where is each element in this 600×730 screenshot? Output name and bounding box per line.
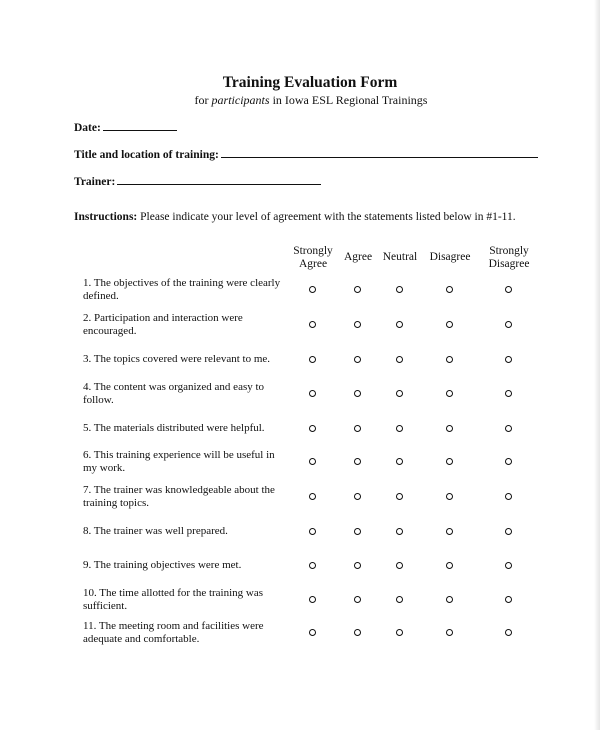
radio-q6-strongly-disagree[interactable]	[505, 458, 512, 465]
statement-8: 8. The trainer was well prepared.	[83, 525, 228, 537]
column-header-strongly-agree: Strongly Agree	[293, 244, 333, 270]
radio-q3-agree[interactable]	[354, 356, 361, 363]
radio-q1-strongly-disagree[interactable]	[505, 286, 512, 293]
radio-q3-strongly-disagree[interactable]	[505, 356, 512, 363]
radio-q1-strongly-agree[interactable]	[309, 286, 316, 293]
title-location-input-line[interactable]	[221, 147, 538, 158]
radio-q3-strongly-agree[interactable]	[309, 356, 316, 363]
radio-q4-disagree[interactable]	[446, 390, 453, 397]
radio-q2-disagree[interactable]	[446, 321, 453, 328]
radio-q7-strongly-agree[interactable]	[309, 493, 316, 500]
subtitle-prefix: for	[194, 93, 212, 107]
column-header-disagree: Disagree	[429, 251, 471, 264]
date-input-line[interactable]	[103, 120, 177, 131]
column-header-neutral: Neutral	[382, 251, 418, 264]
radio-q7-agree[interactable]	[354, 493, 361, 500]
radio-q7-disagree[interactable]	[446, 493, 453, 500]
radio-q9-disagree[interactable]	[446, 562, 453, 569]
instructions	[74, 211, 516, 223]
instructions-text: Please indicate your level of agreement with the statements listed below in #1-11.	[137, 211, 516, 223]
statement-9: 9. The training objectives were met.	[83, 559, 242, 571]
radio-q6-disagree[interactable]	[446, 458, 453, 465]
radio-q1-neutral[interactable]	[396, 286, 403, 293]
statement-4: 4. The content was organized and easy to follow.	[83, 380, 265, 406]
radio-q2-strongly-agree[interactable]	[309, 321, 316, 328]
subtitle-participants: participants	[211, 93, 270, 107]
radio-q1-agree[interactable]	[354, 286, 361, 293]
radio-q6-agree[interactable]	[354, 458, 361, 465]
radio-q9-neutral[interactable]	[396, 562, 403, 569]
radio-q9-strongly-disagree[interactable]	[505, 562, 512, 569]
radio-q1-disagree[interactable]	[446, 286, 453, 293]
radio-q5-strongly-disagree[interactable]	[505, 425, 512, 432]
radio-q10-strongly-disagree[interactable]	[505, 596, 512, 603]
radio-q7-neutral[interactable]	[396, 493, 403, 500]
statement-1: 1. The objectives of the training were clearly defined.	[83, 276, 281, 302]
radio-q4-agree[interactable]	[354, 390, 361, 397]
radio-q11-agree[interactable]	[354, 629, 361, 636]
radio-q5-neutral[interactable]	[396, 425, 403, 432]
radio-q7-strongly-disagree[interactable]	[505, 493, 512, 500]
page-edge-shadow	[594, 0, 600, 730]
column-header-agree: Agree	[343, 251, 373, 264]
trainer-label: Trainer:	[74, 176, 116, 188]
radio-q5-agree[interactable]	[354, 425, 361, 432]
radio-q2-neutral[interactable]	[396, 321, 403, 328]
radio-q2-agree[interactable]	[354, 321, 361, 328]
radio-q2-strongly-disagree[interactable]	[505, 321, 512, 328]
title-location-label: Title and location of training:	[74, 149, 219, 161]
trainer-input-line[interactable]	[117, 174, 321, 185]
radio-q11-disagree[interactable]	[446, 629, 453, 636]
radio-q9-strongly-agree[interactable]	[309, 562, 316, 569]
statement-7: 7. The trainer was knowledgeable about the training topics.	[83, 483, 275, 509]
radio-q6-neutral[interactable]	[396, 458, 403, 465]
subtitle-suffix: in Iowa ESL Regional Trainings	[269, 93, 428, 107]
statement-10: 10. The time allotted for the training was sufficient.	[83, 586, 264, 612]
radio-q6-strongly-agree[interactable]	[309, 458, 316, 465]
statement-3: 3. The topics covered were relevant to me.	[83, 353, 271, 365]
radio-q11-strongly-agree[interactable]	[309, 629, 316, 636]
radio-q5-strongly-agree[interactable]	[309, 425, 316, 432]
radio-q8-agree[interactable]	[354, 528, 361, 535]
date-field	[74, 120, 177, 134]
statement-2: 2. Participation and interaction were encouraged.	[83, 311, 243, 337]
trainer-field	[74, 174, 321, 188]
radio-q8-strongly-disagree[interactable]	[505, 528, 512, 535]
radio-q4-strongly-disagree[interactable]	[505, 390, 512, 397]
radio-q8-disagree[interactable]	[446, 528, 453, 535]
radio-q10-agree[interactable]	[354, 596, 361, 603]
statement-5: 5. The materials distributed were helpful.	[83, 422, 265, 434]
radio-q11-neutral[interactable]	[396, 629, 403, 636]
radio-q4-strongly-agree[interactable]	[309, 390, 316, 397]
radio-q11-strongly-disagree[interactable]	[505, 629, 512, 636]
radio-q9-agree[interactable]	[354, 562, 361, 569]
radio-q10-strongly-agree[interactable]	[309, 596, 316, 603]
statement-11: 11. The meeting room and facilities were adequate and comfortable.	[83, 619, 264, 645]
radio-q10-neutral[interactable]	[396, 596, 403, 603]
radio-q3-disagree[interactable]	[446, 356, 453, 363]
radio-q5-disagree[interactable]	[446, 425, 453, 432]
radio-q8-neutral[interactable]	[396, 528, 403, 535]
form-subtitle	[0, 93, 600, 108]
instructions-label: Instructions:	[74, 211, 138, 223]
statement-6: 6. This training experience will be useful in my work.	[83, 448, 275, 474]
column-header-strongly-disagree: Strongly Disagree	[488, 244, 530, 270]
date-label: Date:	[74, 122, 101, 134]
radio-q3-neutral[interactable]	[396, 356, 403, 363]
title-location-field	[74, 147, 538, 161]
radio-q8-strongly-agree[interactable]	[309, 528, 316, 535]
radio-q10-disagree[interactable]	[446, 596, 453, 603]
form-title: Training Evaluation Form	[222, 74, 398, 91]
radio-q4-neutral[interactable]	[396, 390, 403, 397]
